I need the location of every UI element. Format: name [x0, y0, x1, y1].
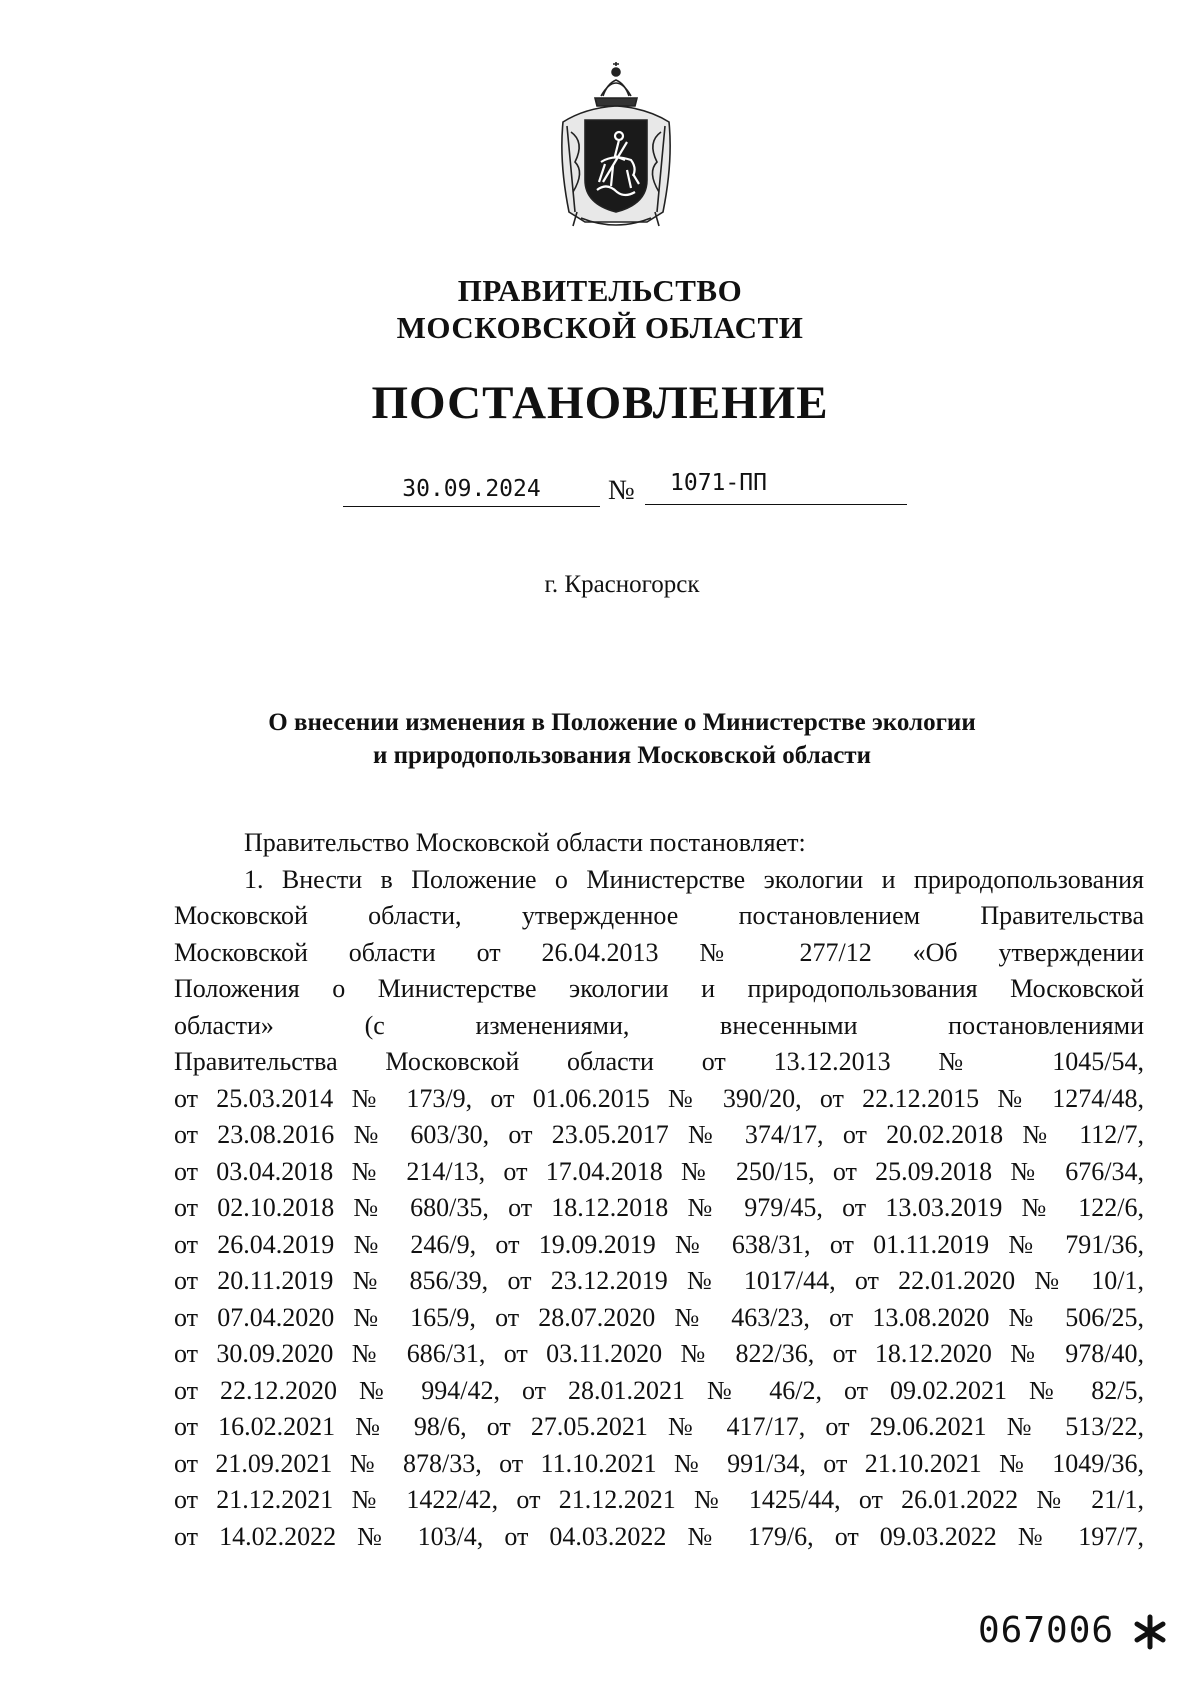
paragraph-1-line: от 26.04.2019 № 246/9, от 19.09.2019 № 638/31, от 01.11.2019 № 791/36, [174, 1229, 1144, 1259]
paragraph-1-line: Московской области, утвержденное постановлением Правительства [174, 901, 1144, 930]
paragraph-1 [174, 862, 1144, 1556]
place-of-issue: г. Красногорск [544, 571, 700, 598]
organization-name-line2: МОСКОВСКОЙ ОБЛАСТИ [396, 310, 804, 345]
paragraph-1-line: от 16.02.2021 № 98/6, от 27.05.2021 № 417/17, от 29.06.2021 № 513/22, [174, 1412, 1144, 1441]
paragraph-1-line: от 22.12.2020 № 994/42, от 28.01.2021 № 46/2, от 09.02.2021 № 82/5, [174, 1375, 1144, 1405]
organization-name-line1: ПРАВИТЕЛЬСТВО [457, 273, 743, 308]
document-date: 30.09.2024 [343, 472, 600, 507]
paragraph-1-line: от 21.12.2021 № 1422/42, от 21.12.2021 № 1425/44, от 26.01.2022 № 21/1, [174, 1485, 1144, 1514]
document-type-title: ПОСТАНОВЛЕНИЕ [371, 377, 829, 429]
serial-number: 067006 [978, 1610, 1115, 1651]
asterisk-icon [1130, 1612, 1170, 1652]
paragraph-1-line: от 14.02.2022 № 103/4, от 04.03.2022 № 179/6, от 09.03.2022 № 197/7, [174, 1521, 1144, 1551]
paragraph-1-line: Правительства Московской области от 13.12.2013 № 1045/54, [174, 1047, 1144, 1076]
paragraph-1-line: от 25.03.2014 № 173/9, от 01.06.2015 № 390/20, от 22.12.2015 № 1274/48, [174, 1083, 1144, 1113]
paragraph-1-line: от 23.08.2016 № 603/30, от 23.05.2017 № 374/17, от 20.02.2018 № 112/7, [174, 1120, 1144, 1149]
paragraph-1-line: от 21.09.2021 № 878/33, от 11.10.2021 № 991/34, от 21.10.2021 № 1049/36, [174, 1448, 1144, 1478]
intro-paragraph: Правительство Московской области постановляет: [244, 828, 806, 857]
subject-line2: и природопользования Московской области [372, 742, 871, 769]
document-number-field [645, 466, 907, 505]
moscow-oblast-coat-of-arms-icon [555, 62, 677, 230]
paragraph-1-line: области» (с изменениями, внесенными постановлениями [174, 1010, 1144, 1040]
paragraph-1-line: от 03.04.2018 № 214/13, от 17.04.2018 № 250/15, от 25.09.2018 № 676/34, [174, 1156, 1144, 1186]
paragraph-1-line: от 30.09.2020 № 686/31, от 03.11.2020 № 822/36, от 18.12.2020 № 978/40, [174, 1339, 1144, 1368]
paragraph-1-line: 1. Внести в Положение о Министерстве экологии и природопользования [244, 864, 1144, 894]
document-body [174, 825, 1144, 1555]
paragraph-1-line: Московской области от 26.04.2013 № 277/12 «Об утверждении [174, 937, 1144, 967]
paragraph-1-line: от 20.11.2019 № 856/39, от 23.12.2019 № 1017/44, от 22.01.2020 № 10/1, [174, 1266, 1144, 1295]
document-number: 1071-ПП [670, 470, 767, 496]
paragraph-1-line: Положения о Министерстве экологии и природопользования Московской [174, 974, 1144, 1003]
paragraph-1-line: от 07.04.2020 № 165/9, от 28.07.2020 № 463/23, от 13.08.2020 № 506/25, [174, 1302, 1144, 1332]
number-sign: № [608, 475, 635, 506]
paragraph-1-line: от 02.10.2018 № 680/35, от 18.12.2018 № 979/45, от 13.03.2019 № 122/6, [174, 1193, 1144, 1222]
subject-line1: О внесении изменения в Положение о Министерстве экологии [268, 709, 976, 736]
